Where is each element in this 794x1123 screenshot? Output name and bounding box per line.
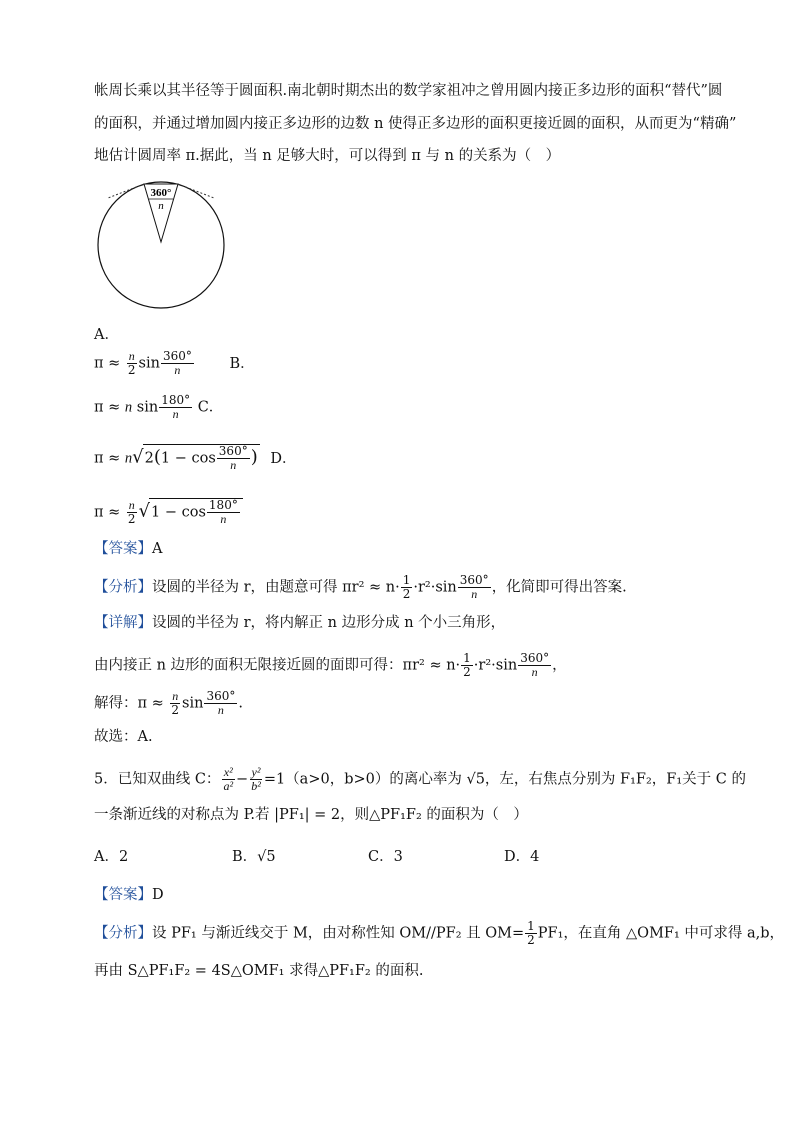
q5-option-c: C．3 [368, 849, 403, 865]
option-c-formula: π ≈ n√2(1 − cos $\frac{360^\circ}{n}$ ) D． [94, 444, 297, 472]
option-d-formula: π ≈ $\frac{n}{2}$ √1 − cos $\frac{180^\circ}{n}$ [94, 498, 243, 526]
q5-analysis-1: 【分析】设 PF₁ 与渐近线交于 M，由对称性知 OM//PF₂ 且 OM= $\frac{1}{2}$ PF₁，在直角 △OMF₁ 中可求得 a,b， [94, 919, 785, 947]
figure-angle-num: 360° [150, 187, 172, 199]
option-c-label: C． [197, 399, 224, 416]
q5-stem-1: 5．已知双曲线 C： $\frac{\text{x²}}{\text{a²}}$ − $\frac{\text{y²}}{\text{b²}}$ =1（a>0，b>0）的离心率为 √5，左，右焦点分别为 F₁F₂，F₁关于 C 的 [94, 765, 746, 793]
q4-choose: 故选：A. [94, 729, 153, 745]
q4-detail-3: 解得：π ≈ $\frac{n}{2}$ sin $\frac{360^\circ}{n}$ . [94, 689, 243, 717]
q5-option-b: B．√5 [232, 849, 276, 865]
q5-options [94, 848, 539, 866]
option-a-label: A． [94, 327, 119, 343]
intro-line-2: 的面积，并通过增加圆内接正多边形的边数 n 使得正多边形的面积更接近圆的面积，从而更为“精确” [94, 116, 737, 132]
q5-answer: 【答案】D [94, 887, 164, 903]
q5-option-d: D．4 [504, 849, 540, 865]
q5-stem-2: 一条渐近线的对称点为 P.若 |PF₁| = 2，则△PF₁F₂ 的面积为（ ） [94, 807, 528, 823]
circle-figure [94, 176, 228, 310]
option-a-formula: π ≈ $\frac{n}{2}$ sin $\frac{360^\circ}{n}$ B． [94, 349, 255, 377]
intro-line-1: 帐周长乘以其半径等于圆面积.南北朝时期杰出的数学家祖冲之曾用圆内接正多边形的面积“替代”圆 [94, 83, 723, 99]
figure-angle-den: n [158, 200, 164, 212]
q4-detail-2: 由内接正 n 边形的面积无限接近圆的面即可得：πr² ≈ n· $\frac{1}{2}$ ·r²·sin $\frac{360^\circ}{n}$ ， [94, 651, 567, 679]
q4-answer: 【答案】A [94, 541, 163, 557]
option-b-label: B． [229, 355, 255, 372]
intro-line-3: 地估计圆周率 π.据此，当 n 足够大时，可以得到 π 与 n 的关系为（ ） [94, 148, 561, 164]
q4-detail-1: 【详解】设圆的半径为 r，将内解正 n 边形分成 n 个小三角形， [94, 615, 506, 631]
q4-analysis: 【分析】设圆的半径为 r，由题意可得 πr² ≈ n· $\frac{1}{2}$ ·r²·sin $\frac{360^\circ}{n}$ ，化简即可得出答案. [94, 573, 627, 601]
option-d-label: D． [270, 450, 297, 467]
option-b-formula: π ≈ n sin $\frac{180^\circ}{n}$ C． [94, 393, 224, 421]
q5-analysis-2: 再由 S△PF₁F₂ = 4S△OMF₁ 求得△PF₁F₂ 的面积. [94, 963, 424, 979]
q5-option-a: A．2 [94, 849, 129, 865]
